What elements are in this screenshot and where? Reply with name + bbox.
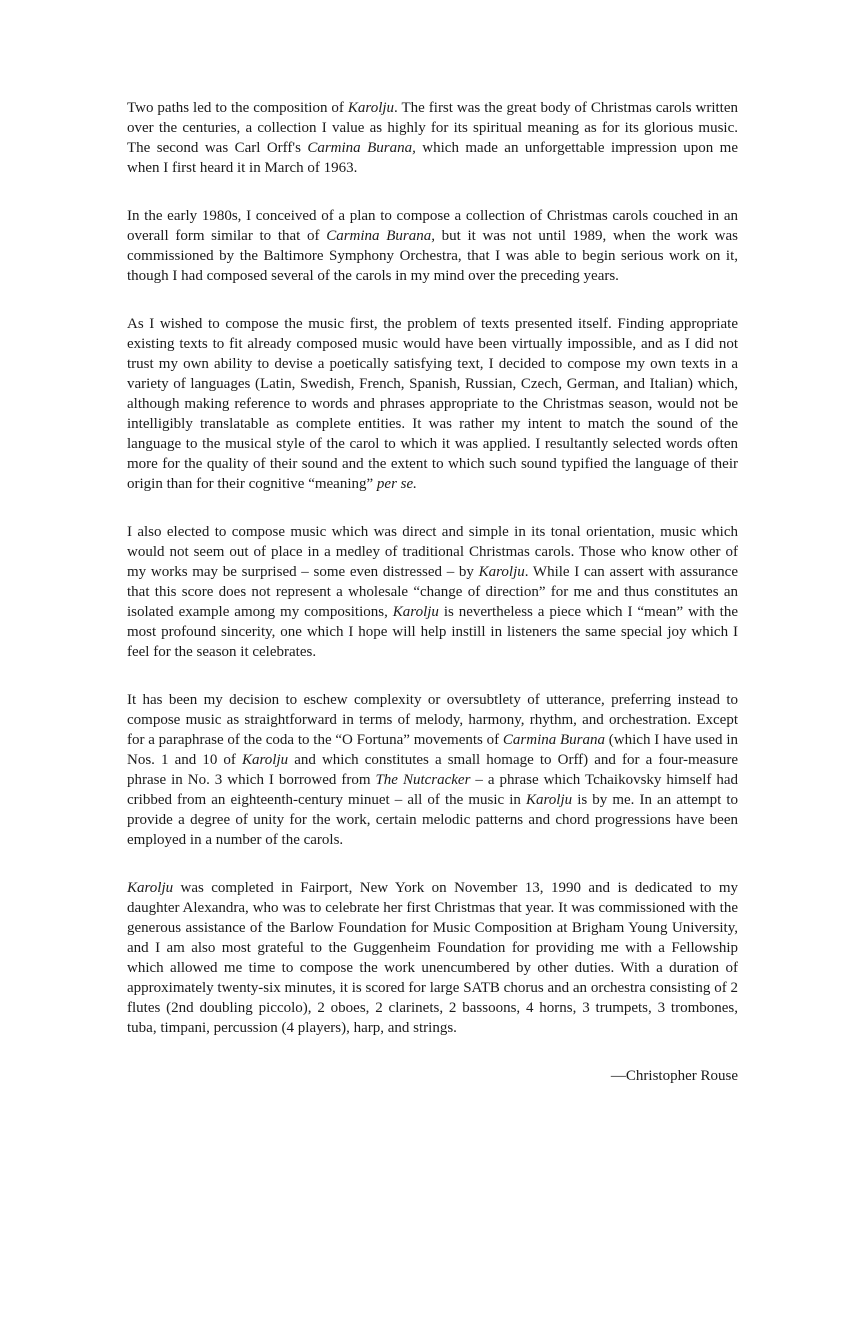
body-text: . While I can assert with assurance that this score does not represent a wholesale “change of direction” for me and thus constitutes an isolated example among my compositions,: [127, 564, 738, 620]
work-title-text: Carmina Burana,: [307, 140, 416, 156]
work-title-text: Karolju: [127, 880, 174, 896]
body-text: In the early 1980s, I conceived of a plan to compose a collection of Christmas carols couched in an overall form similar to that of: [127, 208, 738, 244]
work-title-text: Carmina Burana,: [326, 228, 435, 244]
body-text: was completed in Fairport, New York on November 13, 1990 and is dedicated to my daughter Alexandra, who was to celebrate her first Christmas that year. It was commissioned with the generous assistance of the Barlow Foundation for Music Composition at Brigham Young University, and I am also most grateful to the Guggenheim Foundation for providing me with a Fellowship which allowed me time to compose the work unencumbered by other duties. With a duration of approximately twenty-six minutes, it is scored for large SATB chorus and an orchestra consisting of 2 flutes (2nd doubling piccolo), 2 oboes, 2 clarinets, 2 bassoons, 4 horns, 3 trumpets, 3 trombones, tuba, timpani, percussion (4 players), harp, and strings.: [127, 880, 738, 1036]
paragraph: [127, 206, 738, 286]
work-title-text: Karolju: [526, 792, 573, 808]
body-text: It has been my decision to eschew complexity or oversubtlety of utterance, preferring instead to compose music as straightforward in terms of melody, harmony, rhythm, and orchestration. Except for a paraphrase of the coda to the “O Fortuna” movements of: [127, 692, 738, 748]
body-text: but it was not until 1989, when the work was commissioned by the Baltimore Symphony Orchestra, that I was able to begin serious work on it, though I had composed several of the carols in my mind over the preceding years.: [127, 228, 738, 284]
work-title-text: Karolju: [392, 604, 439, 620]
body-text: As I wished to compose the music first, the problem of texts presented itself. Finding appropriate existing texts to fit already composed music would have been virtually impossible, and as I did not trust my own ability to devise a poetically satisfying text, I decided to compose my own texts in a variety of languages (Latin, Swedish, French, Spanish, Russian, Czech, German, and Italian) which, although making reference to words and phrases appropriate to the Christmas season, would not be intelligibly translatable as complete entities. It was rather my intent to match the sound of the language to the musical style of the carol to which it was applied. I resultantly selected words often more for the quality of their sound and the extent to which such sound typified the language of their origin than for their cognitive “meaning”: [127, 316, 738, 492]
body-text: Two paths led to the composition of: [127, 100, 348, 116]
work-title-text: The Nutcracker: [375, 772, 471, 788]
work-title-text: Carmina Burana: [502, 732, 606, 748]
paragraphs-container: [127, 98, 738, 1038]
body-text: is nevertheless a piece which I “mean” with the most profound sincerity, one which I hope will help instill in listeners the same special joy which I feel for the season it celebrates.: [127, 604, 738, 660]
paragraph: [127, 314, 738, 494]
paragraph: [127, 690, 738, 850]
paragraph: [127, 522, 738, 662]
work-title-text: per se.: [376, 476, 417, 492]
paragraph: [127, 98, 738, 178]
body-text: – a phrase which Tchaikovsky himself had cribbed from an eighteenth-century minuet – all of the music in: [127, 772, 738, 808]
paragraph: [127, 878, 738, 1038]
author-signature: —Christopher Rouse: [610, 1068, 738, 1084]
work-title-text: Karolju: [478, 564, 525, 580]
body-text: . The first was the great body of Christmas carols written over the centuries, a collection I value as highly for its spiritual meaning as for its glorious music. The second was Carl Orff's: [127, 100, 738, 156]
body-text: is by me. In an attempt to provide a degree of unity for the work, certain melodic patterns and chord progressions have been employed in a number of the carols.: [127, 792, 739, 848]
body-text: (which I have used in Nos. 1 and 10 of: [127, 732, 738, 768]
body-text: and which constitutes a small homage to Orff) and for a four-measure phrase in No. 3 which I borrowed from: [127, 752, 738, 788]
document-body: [127, 98, 738, 1086]
work-title-text: Karolju: [242, 752, 289, 768]
body-text: I also elected to compose music which was direct and simple in its tonal orientation, music which would not seem out of place in a medley of traditional Christmas carols. Those who know other of my works may be surprised – some even distressed – by: [127, 524, 738, 580]
work-title-text: Karolju: [347, 100, 395, 116]
body-text: which made an unforgettable impression upon me when I first heard it in March of 1963.: [127, 140, 739, 176]
